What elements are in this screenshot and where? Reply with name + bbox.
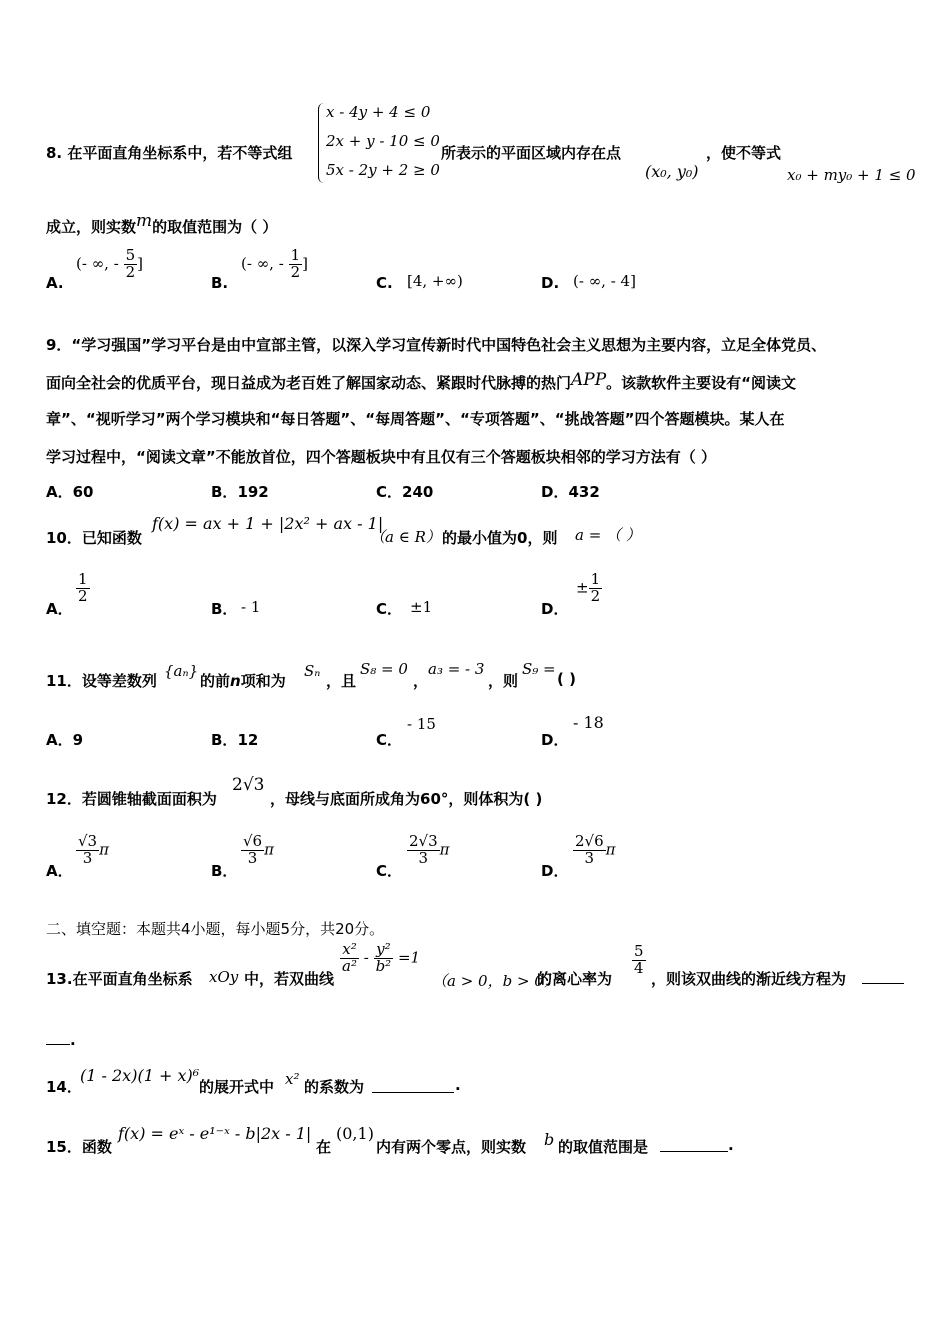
q11-condition-2: a₃ = - 3 [428,660,485,678]
q12-option-b[interactable] [211,860,237,881]
option-label: B. [211,274,229,292]
option-label: A． [46,731,73,749]
option-label: B． [211,862,238,880]
q8-option-b-value: (- ∞, - $\frac{1}{2}$ ] [241,246,308,281]
q10-option-a-value: $\frac{1}{2}$ [78,570,88,605]
q9-line-1: 9．“学习强国”学习平台是由中宣部主管，以深入学习宣传新时代中国特色社会主义思想为主要内容，立足全体党员、 [46,336,827,354]
q9-line-2a: 面向全社会的优质平台，现日益成为老百姓了解国家动态、紧跟时代脉搏的热门 [46,374,572,392]
q13-answer-blank[interactable] [862,983,904,984]
q15-end: . [728,1136,734,1154]
q10-condition: （a ∈ R） [370,528,441,546]
q13-answer-blank-continued[interactable] [46,1044,70,1045]
q11-n: n [230,672,241,690]
q11-option-c-value: - 15 [407,715,436,733]
q11-text-1: 11．设等差数列 [46,672,157,690]
q8-option-b[interactable] [211,274,228,292]
q11-text-2: 的前 [200,672,231,690]
q9-option-b[interactable] [211,481,269,502]
q9-line-2 [46,372,796,393]
q8-ineq-1: x - 4y + 4 ≤ 0 [326,103,431,121]
q8-option-a-value: (- ∞, - $\frac{5}{2}$ ] [76,246,143,281]
q14-text-1: 的展开式中 [199,1078,275,1096]
q8-point: (x₀, y₀) [645,162,699,181]
q10-option-d-value: ± $\frac{1}{2}$ [576,570,601,605]
q8-number: 8. [46,144,63,162]
option-label: D． [541,483,569,501]
option-label: B． [211,483,238,501]
q10-option-c-value: ±1 [410,598,433,616]
q15-text-1: 15．函数 [46,1138,112,1156]
q11-option-d-value: - 18 [573,713,604,732]
q8-ineq-3: 5x - 2y + 2 ≥ 0 [326,161,440,179]
q9-line-3: 章”、“视听学习”两个学习模块和“每日答题”、“每周答题”、“专项答题”、“挑战答题”四个答题模块。某人在 [46,410,785,428]
q13-text-1: 13.在平面直角坐标系 [46,970,193,988]
q12-option-a[interactable] [46,860,73,881]
option-label: A． [46,483,73,501]
q9-option-a[interactable] [46,481,93,502]
q14-expression: (1 - 2x)(1 + x)⁶ [80,1066,200,1085]
q9-option-d[interactable] [541,481,600,502]
q15-text-3: 内有两个零点，则实数 [376,1138,527,1156]
q8-inequality: x₀ + my₀ + 1 ≤ 0 [787,166,916,184]
q8-option-d[interactable] [541,274,559,292]
q11-condition-1: S₈ = 0 [360,660,408,678]
option-label: D． [541,862,569,880]
q11-option-d[interactable] [541,729,568,750]
q11-text-5: ，则 [488,672,519,690]
q8-stem-1 [46,142,292,163]
q11-option-c[interactable] [376,729,402,750]
q11-option-b[interactable] [211,729,258,750]
q8-option-d-value: (- ∞, - 4] [573,272,636,290]
q8-text-5: 的取值范围为（ ） [152,218,278,236]
q8-stem-2 [46,211,278,237]
section-2-heading: 二、填空题：本题共4小题，每小题5分，共20分。 [46,920,385,938]
q13-end: . [70,1031,76,1049]
q13-hyperbola: $\frac{\text{x²}}{\text{a²}}$ - $\frac{\text{y²}}{\text{b²}}$ =1 [342,940,421,975]
q10-option-b-value: - 1 [241,598,261,616]
q12-option-a-value: $\frac{√3}{3}$ π [78,832,109,867]
q10-option-b[interactable] [211,598,237,619]
q10-tail: a = （ ） [575,526,641,544]
q15-text-4: 的取值范围是 [558,1138,649,1156]
q12-option-b-value: $\frac{√6}{3}$ π [243,832,274,867]
q9-app: APP [571,370,607,390]
option-value: 12 [237,731,259,749]
option-value: 60 [72,483,94,501]
q12-option-c-value: $\frac{2√3}{3}$ π [409,832,450,867]
q9-option-c[interactable] [376,481,433,502]
option-label: C． [376,483,403,501]
q12-text-2: ，母线与底面所成角为60°，则体积为( ) [270,790,543,808]
q8-text-1: 在平面直角坐标系中，若不等式组 [67,144,293,162]
q10-option-a[interactable] [46,598,73,619]
q8-text-4: 成立，则实数 [46,218,137,236]
q8-text-2: 所表示的平面区域内存在点 [441,144,622,162]
q14-number: 14． [46,1078,82,1096]
q11-text-4: ，且 [326,672,357,690]
q12-area: 2√3 [232,775,265,795]
q9-line-4: 学习过程中，“阅读文章”不能放首位，四个答题板块中有且仅有三个答题板块相邻的学习方法有（ ） [46,448,716,466]
q15-function: f(x) = eˣ - e¹⁻ˣ - b|2x - 1| [118,1124,312,1143]
q13-text-4: ，则该双曲线的渐近线方程为 [651,970,847,988]
q8-ineq-2: 2x + y - 10 ≤ 0 [326,132,440,150]
q14-end: . [455,1076,461,1094]
q8-inequality-system [318,103,448,185]
option-label: B． [211,731,238,749]
q15-var-b: b [544,1130,555,1149]
left-brace [318,103,325,183]
option-label: D． [541,600,569,618]
q13-condition: （a > 0，b > 0） [432,972,559,990]
q11-text-3: 项和为 [240,672,286,690]
option-value: 9 [72,731,84,749]
q14-text-2: 的系数为 [304,1078,365,1096]
q15-interval: (0,1) [336,1124,374,1143]
q8-option-c-value: [4, +∞) [407,272,463,290]
option-label: C． [376,731,403,749]
q8-var-m: m [136,211,153,231]
q10-option-d[interactable] [541,598,568,619]
q12-text-1: 12．若圆锥轴截面面积为 [46,790,217,808]
option-label: A． [46,862,73,880]
q15-text-2: 在 [316,1138,332,1156]
q12-option-c[interactable] [376,860,402,881]
option-value: 432 [568,483,600,501]
option-label: A. [46,274,64,292]
q13-text-2: 中，若双曲线 [244,970,335,988]
option-label: B． [211,600,238,618]
q14-answer-blank[interactable] [372,1092,454,1093]
q9-line-2b: 。该款软件主要设有“阅读文 [606,374,797,392]
q11-comma: ， [413,672,429,690]
option-label: C． [376,862,403,880]
q11-sequence: {aₙ} [164,662,199,680]
q8-option-a[interactable] [46,274,64,292]
q11-ask: S₉ = [522,660,556,678]
q12-option-d-value: $\frac{2√6}{3}$ π [575,832,616,867]
q14-term: x² [285,1070,300,1088]
q10-text-1: 10．已知函数 [46,529,142,547]
option-label: C. [376,274,393,292]
q12-option-d[interactable] [541,860,568,881]
q8-option-c[interactable] [376,274,393,292]
q11-option-a[interactable] [46,729,83,750]
q13-text-3: 的离心率为 [537,970,613,988]
option-label: C． [376,600,403,618]
q15-answer-blank[interactable] [660,1151,728,1152]
q8-text-3: ，使不等式 [706,144,782,162]
option-label: D． [541,731,569,749]
q10-text-2: 的最小值为0，则 [442,529,558,547]
option-label: D. [541,274,560,292]
option-label: A． [46,600,73,618]
option-value: 240 [402,483,434,501]
q13-eccentricity: $\frac{5}{4}$ [634,942,644,977]
option-value: 192 [237,483,269,501]
q10-option-c[interactable] [376,598,402,619]
q10-function: f(x) = ax + 1 + |2x² + ax - 1| [152,514,384,533]
q11-stem [200,670,286,691]
q11-sn: Sₙ [304,662,321,680]
q13-coordinate-system: xOy [209,968,239,986]
q11-paren: ( ) [557,670,576,688]
